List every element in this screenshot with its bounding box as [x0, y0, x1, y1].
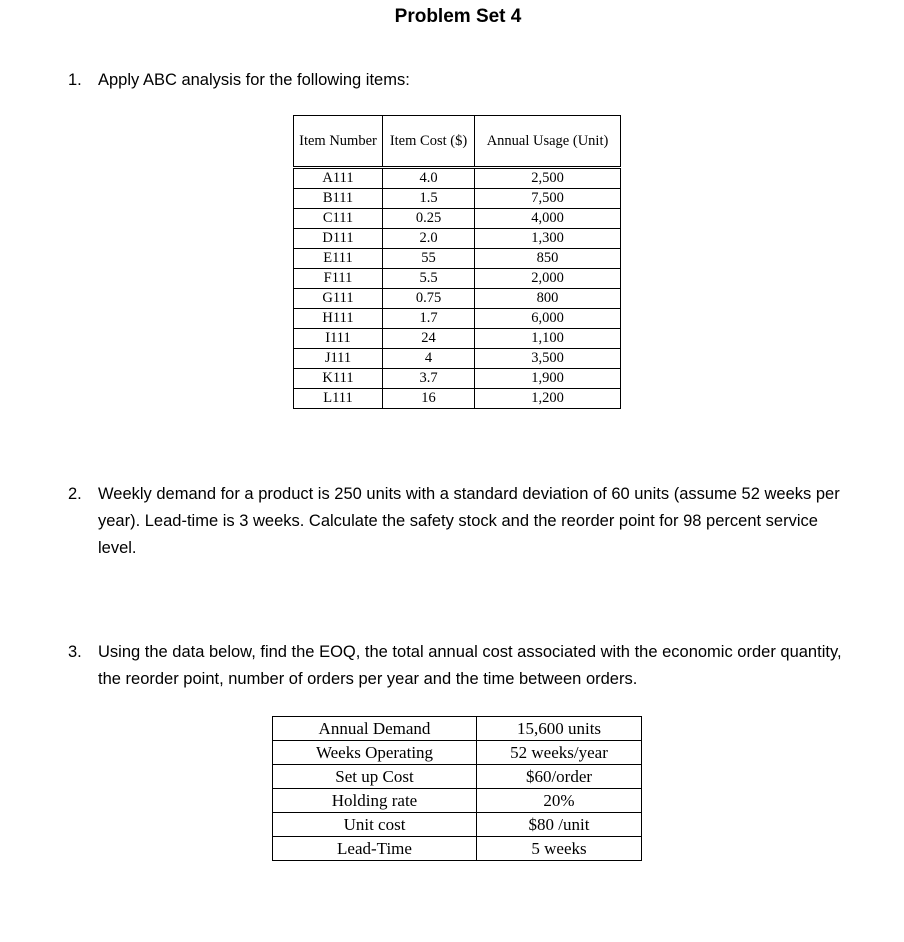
value-cell: 20% — [477, 789, 642, 813]
table-row — [294, 249, 621, 269]
value-cell: $80 /unit — [477, 813, 642, 837]
item-number-cell: E111 — [294, 249, 383, 269]
item-cost-cell: 0.25 — [383, 209, 475, 229]
item-number-cell: B111 — [294, 189, 383, 209]
item-number-cell: H111 — [294, 309, 383, 329]
table-row — [294, 289, 621, 309]
table-row — [294, 349, 621, 369]
item-cost-cell: 3.7 — [383, 369, 475, 389]
table-row — [294, 309, 621, 329]
annual-usage-cell: 1,200 — [475, 389, 621, 409]
value-cell: $60/order — [477, 765, 642, 789]
item-number-cell: K111 — [294, 369, 383, 389]
item-number-cell: C111 — [294, 209, 383, 229]
question-text: Apply ABC analysis for the following items: — [98, 71, 410, 89]
parameter-cell: Weeks Operating — [273, 741, 477, 765]
item-number-cell: D111 — [294, 229, 383, 249]
table-row — [273, 717, 642, 741]
question-number: 3. — [68, 643, 82, 661]
annual-usage-cell: 850 — [475, 249, 621, 269]
table-row — [273, 765, 642, 789]
annual-usage-cell: 6,000 — [475, 309, 621, 329]
value-cell: 52 weeks/year — [477, 741, 642, 765]
item-cost-cell: 1.7 — [383, 309, 475, 329]
header-annual-usage: Annual Usage (Unit) — [475, 116, 621, 168]
table-row — [294, 329, 621, 349]
annual-usage-cell: 800 — [475, 289, 621, 309]
table-row — [294, 168, 621, 189]
item-cost-cell: 24 — [383, 329, 475, 349]
item-number-cell: F111 — [294, 269, 383, 289]
annual-usage-cell: 1,100 — [475, 329, 621, 349]
parameter-cell: Annual Demand — [273, 717, 477, 741]
parameter-cell: Set up Cost — [273, 765, 477, 789]
annual-usage-cell: 4,000 — [475, 209, 621, 229]
header-item-number: Item Number — [294, 116, 383, 168]
table-row — [273, 813, 642, 837]
annual-usage-cell: 3,500 — [475, 349, 621, 369]
question-text: Using the data below, find the EOQ, the total annual cost associated with the economic order quantity, the reorder point, number of orders per year and the time between orders. — [98, 643, 842, 688]
table-row — [294, 229, 621, 249]
table-row — [273, 789, 642, 813]
item-number-cell: J111 — [294, 349, 383, 369]
abc-items-table — [293, 115, 621, 409]
parameter-cell: Holding rate — [273, 789, 477, 813]
page-title: Problem Set 4 — [394, 6, 522, 27]
table-row — [294, 389, 621, 409]
eoq-data-table — [272, 716, 642, 861]
header-item-cost: Item Cost ($) — [383, 116, 475, 168]
table-row — [273, 837, 642, 861]
table-row — [294, 269, 621, 289]
table-row — [273, 741, 642, 765]
table-row — [294, 369, 621, 389]
item-number-cell: G111 — [294, 289, 383, 309]
parameter-cell: Unit cost — [273, 813, 477, 837]
item-number-cell: I111 — [294, 329, 383, 349]
question-number: 2. — [68, 485, 82, 503]
item-number-cell: L111 — [294, 389, 383, 409]
item-cost-cell: 1.5 — [383, 189, 475, 209]
item-cost-cell: 4 — [383, 349, 475, 369]
annual-usage-cell: 2,000 — [475, 269, 621, 289]
question-number: 1. — [68, 71, 82, 89]
item-cost-cell: 2.0 — [383, 229, 475, 249]
item-cost-cell: 0.75 — [383, 289, 475, 309]
item-cost-cell: 55 — [383, 249, 475, 269]
item-cost-cell: 5.5 — [383, 269, 475, 289]
item-cost-cell: 16 — [383, 389, 475, 409]
annual-usage-cell: 1,300 — [475, 229, 621, 249]
annual-usage-cell: 2,500 — [475, 168, 621, 189]
annual-usage-cell: 1,900 — [475, 369, 621, 389]
table-row — [294, 209, 621, 229]
question-text: Weekly demand for a product is 250 units with a standard deviation of 60 units (assume 52 weeks per year). Lead-time is 3 weeks. Calculate the safety stock and the reorder point for 98 percent service level. — [98, 485, 840, 557]
table-row — [294, 189, 621, 209]
item-cost-cell: 4.0 — [383, 168, 475, 189]
annual-usage-cell: 7,500 — [475, 189, 621, 209]
item-number-cell: A111 — [294, 168, 383, 189]
value-cell: 15,600 units — [477, 717, 642, 741]
parameter-cell: Lead-Time — [273, 837, 477, 861]
value-cell: 5 weeks — [477, 837, 642, 861]
